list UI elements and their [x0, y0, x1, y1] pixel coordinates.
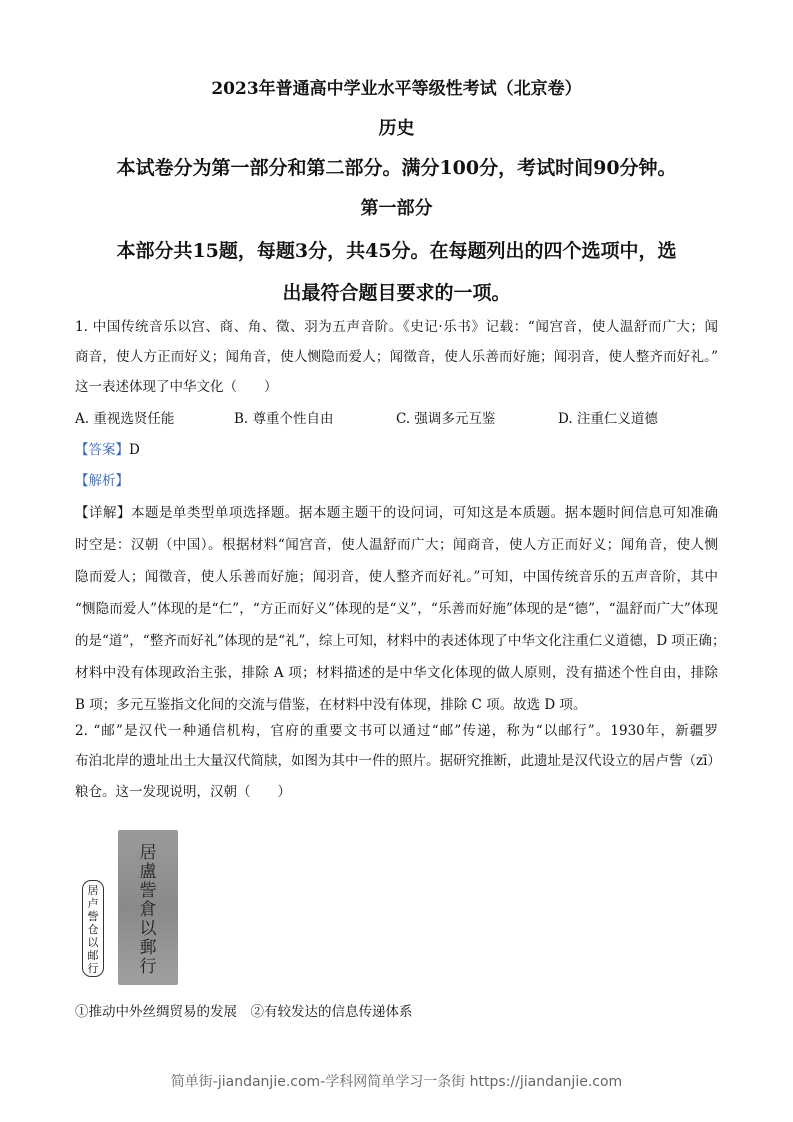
part-heading: 第一部分 — [360, 198, 433, 219]
subject: 历史 — [378, 118, 415, 139]
question-1-line: 1. 中国传统音乐以宫、商、角、徵、羽为五声音阶。《史记·乐书》记载：“闻宫音，使人温舒而广大；闻 — [75, 319, 718, 335]
footer-watermark: 简单街-jiandanjie.com-学科网简单学习一条街 https://jiandanjie.com — [170, 1074, 623, 1090]
slip-char: 訾 — [139, 881, 157, 901]
exam-title: 2023年普通高中学业水平等级性考试（北京卷） — [211, 79, 582, 99]
option-b: B. 尊重个性自由 — [234, 411, 334, 427]
slip-char: 居 — [139, 843, 157, 863]
statements: ①推动中外丝绸贸易的发展 ②有较发达的信息传递体系 — [75, 1004, 413, 1020]
slip-char: 以 — [139, 919, 157, 939]
analysis-label: 【解析】 — [75, 473, 129, 489]
option-c: C. 强调多元互鉴 — [396, 411, 496, 427]
answer-value: D — [129, 442, 140, 458]
detail-line: B 项；多元互鉴指文化间的交流与借鉴，在材料中没有体现，排除 C 项。故选 D 项。 — [75, 697, 587, 713]
bamboo-slip-image — [118, 830, 178, 985]
detail-line: 的是“道”，“整齐而好礼”体现的是“礼”，综上可知，材料中的表述体现了中华文化注重仁义道德，D 项正确； — [75, 633, 726, 649]
slip-char: 郵 — [139, 938, 157, 958]
detail-line: “恻隐而爱人”体现的是“仁”，“方正而好义”体现的是“义”，“乐善而好施”体现的是“德”，“温舒而广大”体现 — [75, 601, 718, 617]
detail-line: 【详解】本题是单类型单项选择题。据本题主题干的设问词，可知这是本质题。据本题时间信息可知准确 — [75, 505, 719, 521]
part-desc-2: 出最符合题目要求的一项。 — [282, 282, 511, 304]
part-desc-1: 本部分共15题，每题3分，共45分。在每题列出的四个选项中，选 — [116, 240, 677, 262]
answer-label: 【答案】 — [75, 442, 129, 458]
question-2-line: 2. “邮”是汉代一种通信机构，官府的重要文书可以通过“邮”传递，称为“以邮行”。1930年，新疆罗 — [75, 723, 718, 739]
slip-char: 行 — [139, 957, 157, 977]
instructions: 本试卷分为第一部分和第二部分。满分100分，考试时间90分钟。 — [116, 157, 677, 179]
figure-callout: 居卢訾仓以邮行 — [82, 880, 104, 977]
slip-char: 倉 — [139, 900, 157, 920]
slip-char: 盧 — [139, 862, 157, 882]
detail-line: 材料中没有体现政治主张，排除 A 项；材料描述的是中华文化体现的做人原则，没有描述个性自由，排除 — [75, 665, 718, 681]
question-1-line: 这一表述体现了中华文化（ ） — [75, 379, 278, 395]
answer — [75, 441, 718, 459]
detail-line: 时空是：汉朝（中国）。根据材料“闻宫音，使人温舒而广大；闻商音，使人方正而好义；闻角音，使人恻 — [75, 537, 718, 553]
question-2-line: 布泊北岸的遗址出土大量汉代简牍，如图为其中一件的照片。据研究推断，此遗址是汉代设立的居卢訾（zī） — [75, 753, 721, 769]
option-a: A. 重视选贤任能 — [75, 411, 175, 427]
question-2-line: 粮仓。这一发现说明，汉朝（ ） — [75, 784, 291, 800]
detail-label: 【详解】 — [75, 505, 131, 521]
question-1-line: 商音，使人方正而好义；闻角音，使人恻隐而爱人；闻徵音，使人乐善而好施；闻羽音，使人整齐而好礼。” — [75, 349, 718, 365]
option-d: D. 注重仁义道德 — [558, 411, 658, 427]
detail-line: 隐而爱人；闻徵音，使人乐善而好施；闻羽音，使人整齐而好礼。”可知，中国传统音乐的五声音阶，其中 — [75, 569, 718, 585]
